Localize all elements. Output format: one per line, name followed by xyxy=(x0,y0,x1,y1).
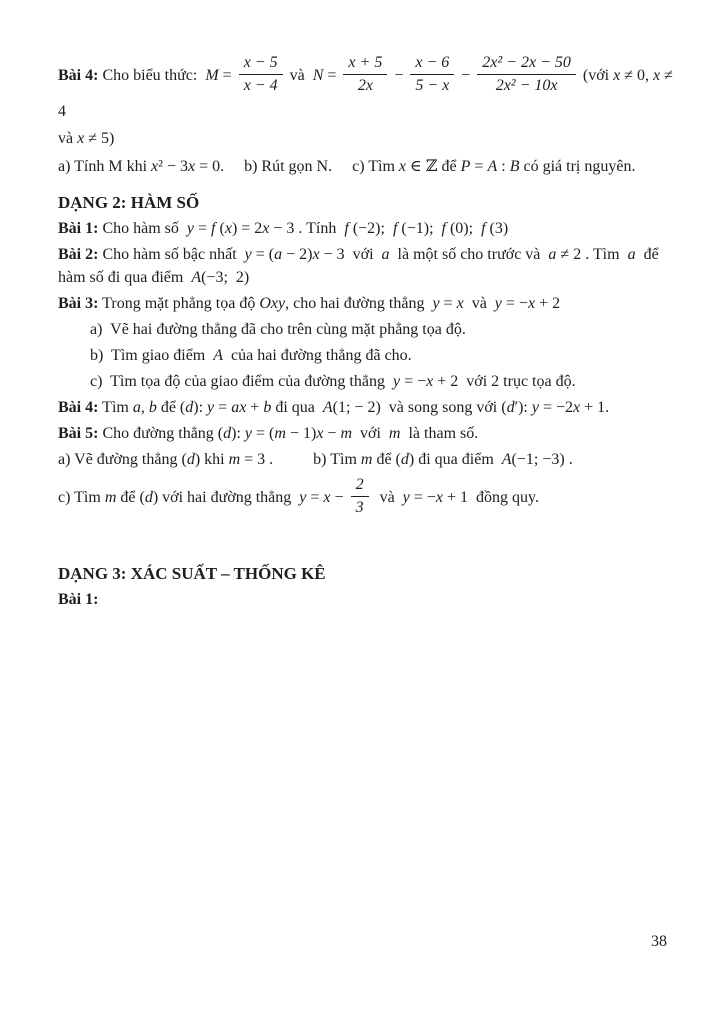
math-run: m xyxy=(360,450,373,468)
math-run: f xyxy=(344,219,349,237)
text-run: ): xyxy=(193,398,208,416)
text-run: = ( xyxy=(251,245,275,263)
math-run: x xyxy=(426,372,434,390)
text-run: = ( xyxy=(252,424,275,442)
text-run: để hàm số đi qua điểm xyxy=(58,245,663,286)
text-run: − 1) xyxy=(285,424,317,442)
text-run: − 3 với xyxy=(319,245,382,263)
text-run: + 2 với 2 trục tọa độ. xyxy=(433,372,576,390)
bold-run: Bài 4: xyxy=(58,67,99,85)
math-run: y xyxy=(207,398,215,416)
fraction-denominator: x − 4 xyxy=(243,77,278,95)
math-run: a xyxy=(274,245,283,263)
math-run: y xyxy=(299,488,307,506)
text-run: (−2); xyxy=(348,219,393,237)
text-run: c) Tìm tọa độ của giao điểm của đường thẳng xyxy=(90,372,393,390)
text-run: a) Tính M khi xyxy=(58,157,152,175)
math-run: y xyxy=(186,219,195,237)
fraction-numerator: x − 6 xyxy=(410,53,454,75)
math-run: ax xyxy=(231,398,247,416)
text-run: = xyxy=(439,294,457,312)
math-run: y xyxy=(392,372,401,390)
heading-dang-3 xyxy=(58,562,676,585)
math-run: A xyxy=(322,398,333,416)
text-run: − 2) xyxy=(282,245,313,263)
math-run: A xyxy=(213,346,224,364)
math-run: x xyxy=(151,157,159,175)
text-run: = xyxy=(218,67,236,85)
text-run: , xyxy=(140,398,149,416)
fraction-numerator: 2 xyxy=(351,475,369,497)
bold-run: Bài 2: xyxy=(58,245,99,263)
text-run: (0); xyxy=(445,219,482,237)
text-run: = xyxy=(323,67,341,85)
math-run: x xyxy=(316,424,324,442)
math-run: y xyxy=(402,488,410,506)
math-run: x xyxy=(398,157,407,175)
math-run: a xyxy=(627,245,636,263)
text-run: của hai đường thẳng đã cho. xyxy=(223,346,412,364)
fraction-denominator: 5 − x xyxy=(415,77,450,95)
math-run: a xyxy=(132,398,141,416)
text-run: : xyxy=(497,157,510,175)
math-run: d xyxy=(186,450,195,468)
math-run: d xyxy=(185,398,194,416)
math-run: P xyxy=(460,157,471,175)
text-run: ) = 2 xyxy=(231,219,263,237)
fraction xyxy=(343,53,387,96)
text-run: ≠ 4 xyxy=(58,67,677,120)
math-run: A xyxy=(487,157,498,175)
math-run: x xyxy=(262,219,270,237)
text-run: là một số cho trước và xyxy=(389,245,549,263)
text-run: là tham số. xyxy=(400,424,479,442)
text-run: = xyxy=(214,398,232,416)
text-run: để ( xyxy=(372,450,401,468)
text-run: với xyxy=(352,424,389,442)
math-run: x xyxy=(312,245,320,263)
math-run: x xyxy=(613,67,621,85)
math-run: m xyxy=(228,450,241,468)
bold-run: DẠNG 3: XÁC SUẤT – THỐNG KÊ xyxy=(58,563,326,583)
dang2-bai-3 xyxy=(58,292,676,315)
text-run: = −2 xyxy=(538,398,574,416)
math-run: N xyxy=(312,67,324,85)
bold-run: Bài 5: xyxy=(58,424,99,442)
text-run: = xyxy=(194,219,212,237)
text-run: Cho đường thẳng ( xyxy=(98,424,224,442)
math-run: x xyxy=(224,219,232,237)
bold-run: Bài 1: xyxy=(58,219,99,237)
text-run: để ( xyxy=(156,398,186,416)
math-run: f xyxy=(441,219,446,237)
math-run: a xyxy=(548,245,557,263)
fraction-denominator: 2x xyxy=(357,77,373,95)
text-run: − xyxy=(457,67,475,85)
document-body xyxy=(58,52,676,614)
page-number: 38 xyxy=(651,933,667,950)
dang3-bai-1 xyxy=(58,588,676,611)
math-run: A xyxy=(191,268,202,286)
dang2-bai-4 xyxy=(58,396,676,419)
math-run: a xyxy=(381,245,390,263)
text-run: (−3; 2) xyxy=(201,268,250,286)
math-run: x xyxy=(653,67,661,85)
math-run: Oxy xyxy=(259,294,286,312)
text-run: có giá trị nguyên. xyxy=(519,157,636,175)
math-run: y xyxy=(244,245,252,263)
text-run: ² − 3 xyxy=(158,157,188,175)
text-run: = − xyxy=(501,294,528,312)
bold-run: Bài 1: xyxy=(58,590,99,608)
fraction-numerator: 2x² − 2x − 50 xyxy=(477,53,576,75)
text-run: ) khi xyxy=(194,450,229,468)
bold-run: DẠNG 2: HÀM SỐ xyxy=(58,192,200,212)
heading-dang-2 xyxy=(58,191,676,214)
text-run: a) Vẽ hai đường thẳng đã cho trên cùng mặt phẳng tọa độ. xyxy=(90,320,466,338)
fraction xyxy=(351,475,369,518)
text-run: ′): xyxy=(514,398,532,416)
text-run: ≠ 2 . Tìm xyxy=(556,245,628,263)
dang2-bai-3b xyxy=(58,344,676,367)
bold-run: Bài 4: xyxy=(58,398,99,416)
text-run: = 0. b) Rút gọn N. c) Tìm xyxy=(195,157,399,175)
text-run: = − xyxy=(400,372,427,390)
text-run: ≠ 0, xyxy=(620,67,654,85)
text-run: = xyxy=(470,157,488,175)
math-run: m xyxy=(388,424,401,442)
math-run: y xyxy=(494,294,502,312)
text-run: = − xyxy=(409,488,436,506)
text-run: và xyxy=(371,488,403,506)
dang2-bai-5c xyxy=(58,477,676,520)
math-run: f xyxy=(392,219,398,237)
text-run: Cho hàm số bậc nhất xyxy=(98,245,245,263)
fraction xyxy=(239,53,283,96)
text-run: để ( xyxy=(116,488,145,506)
dang2-bai-1 xyxy=(58,217,676,240)
text-run: và xyxy=(58,129,78,147)
math-run: m xyxy=(340,424,353,442)
math-run: f xyxy=(481,219,486,237)
text-run: c) Tìm xyxy=(58,488,105,506)
math-run: x xyxy=(435,488,443,506)
text-run: ): xyxy=(231,424,245,442)
math-run: d xyxy=(144,488,153,506)
text-run: ∈ ℤ để xyxy=(406,157,461,175)
math-run: x xyxy=(187,157,196,175)
text-run: Cho hàm số xyxy=(98,219,187,237)
text-run: (−1; −3) . xyxy=(511,450,573,468)
problem-4-statement xyxy=(58,55,676,152)
fraction-numerator: x + 5 xyxy=(343,53,387,75)
math-run: m xyxy=(274,424,286,442)
math-run: x xyxy=(527,294,536,312)
text-run: và xyxy=(463,294,495,312)
math-run: x xyxy=(456,294,464,312)
text-run: + xyxy=(246,398,264,416)
math-run: x xyxy=(573,398,581,416)
text-run: ≠ 5) xyxy=(84,129,115,147)
text-run: Cho biểu thức: xyxy=(98,67,206,85)
fraction-numerator: x − 5 xyxy=(239,53,283,75)
fraction-denominator: 2x² − 10x xyxy=(495,77,558,95)
text-run: , cho hai đường thẳng xyxy=(285,294,433,312)
text-run: = 3 . b) Tìm xyxy=(240,450,361,468)
dang2-bai-2 xyxy=(58,243,676,289)
dang2-bai-5ab xyxy=(58,448,676,471)
math-run: d xyxy=(400,450,409,468)
text-run: = xyxy=(306,488,324,506)
math-run: y xyxy=(244,424,253,442)
math-run: b xyxy=(148,398,157,416)
text-run: ) với hai đường thẳng xyxy=(152,488,300,506)
math-run: M xyxy=(205,67,219,85)
math-run: d xyxy=(223,424,232,442)
fraction-denominator: 3 xyxy=(355,499,364,517)
dang2-bai-3a xyxy=(58,318,676,341)
math-run: x xyxy=(323,488,331,506)
math-run: y xyxy=(531,398,539,416)
text-run: (1; − 2) và song song với ( xyxy=(332,398,507,416)
text-run: − xyxy=(330,488,348,506)
text-run: b) Tìm giao điểm xyxy=(90,346,214,364)
text-run: a) Vẽ đường thẳng ( xyxy=(58,450,187,468)
text-run: (−1); xyxy=(397,219,442,237)
problem-4-parts xyxy=(58,155,676,178)
text-run: và xyxy=(285,67,313,85)
math-run: m xyxy=(104,488,117,506)
text-run: + 1. xyxy=(580,398,610,416)
text-run: (3) xyxy=(485,219,509,237)
text-run: − xyxy=(323,424,341,442)
math-run: b xyxy=(263,398,272,416)
text-run: − xyxy=(390,67,408,85)
math-run: x xyxy=(77,129,85,147)
math-run: A xyxy=(501,450,512,468)
dang2-bai-5 xyxy=(58,422,676,445)
text-run: + 2 xyxy=(535,294,561,312)
fraction xyxy=(410,53,454,96)
text-run: ( xyxy=(215,219,225,237)
text-run: Tìm xyxy=(98,398,133,416)
text-run: đi qua xyxy=(271,398,323,416)
text-run: Trong mặt phẳng tọa độ xyxy=(98,294,260,312)
math-run: f xyxy=(211,219,216,237)
math-run: d xyxy=(506,398,515,416)
dang2-bai-3c xyxy=(58,370,676,393)
math-run: y xyxy=(432,294,440,312)
math-run: B xyxy=(509,157,520,175)
text-run: ) đi qua điểm xyxy=(408,450,502,468)
text-run: + 1 đồng quy. xyxy=(442,488,539,506)
text-run: (với xyxy=(578,67,614,85)
text-run: − 3 . Tính xyxy=(269,219,345,237)
bold-run: Bài 3: xyxy=(58,294,99,312)
fraction xyxy=(477,53,576,96)
